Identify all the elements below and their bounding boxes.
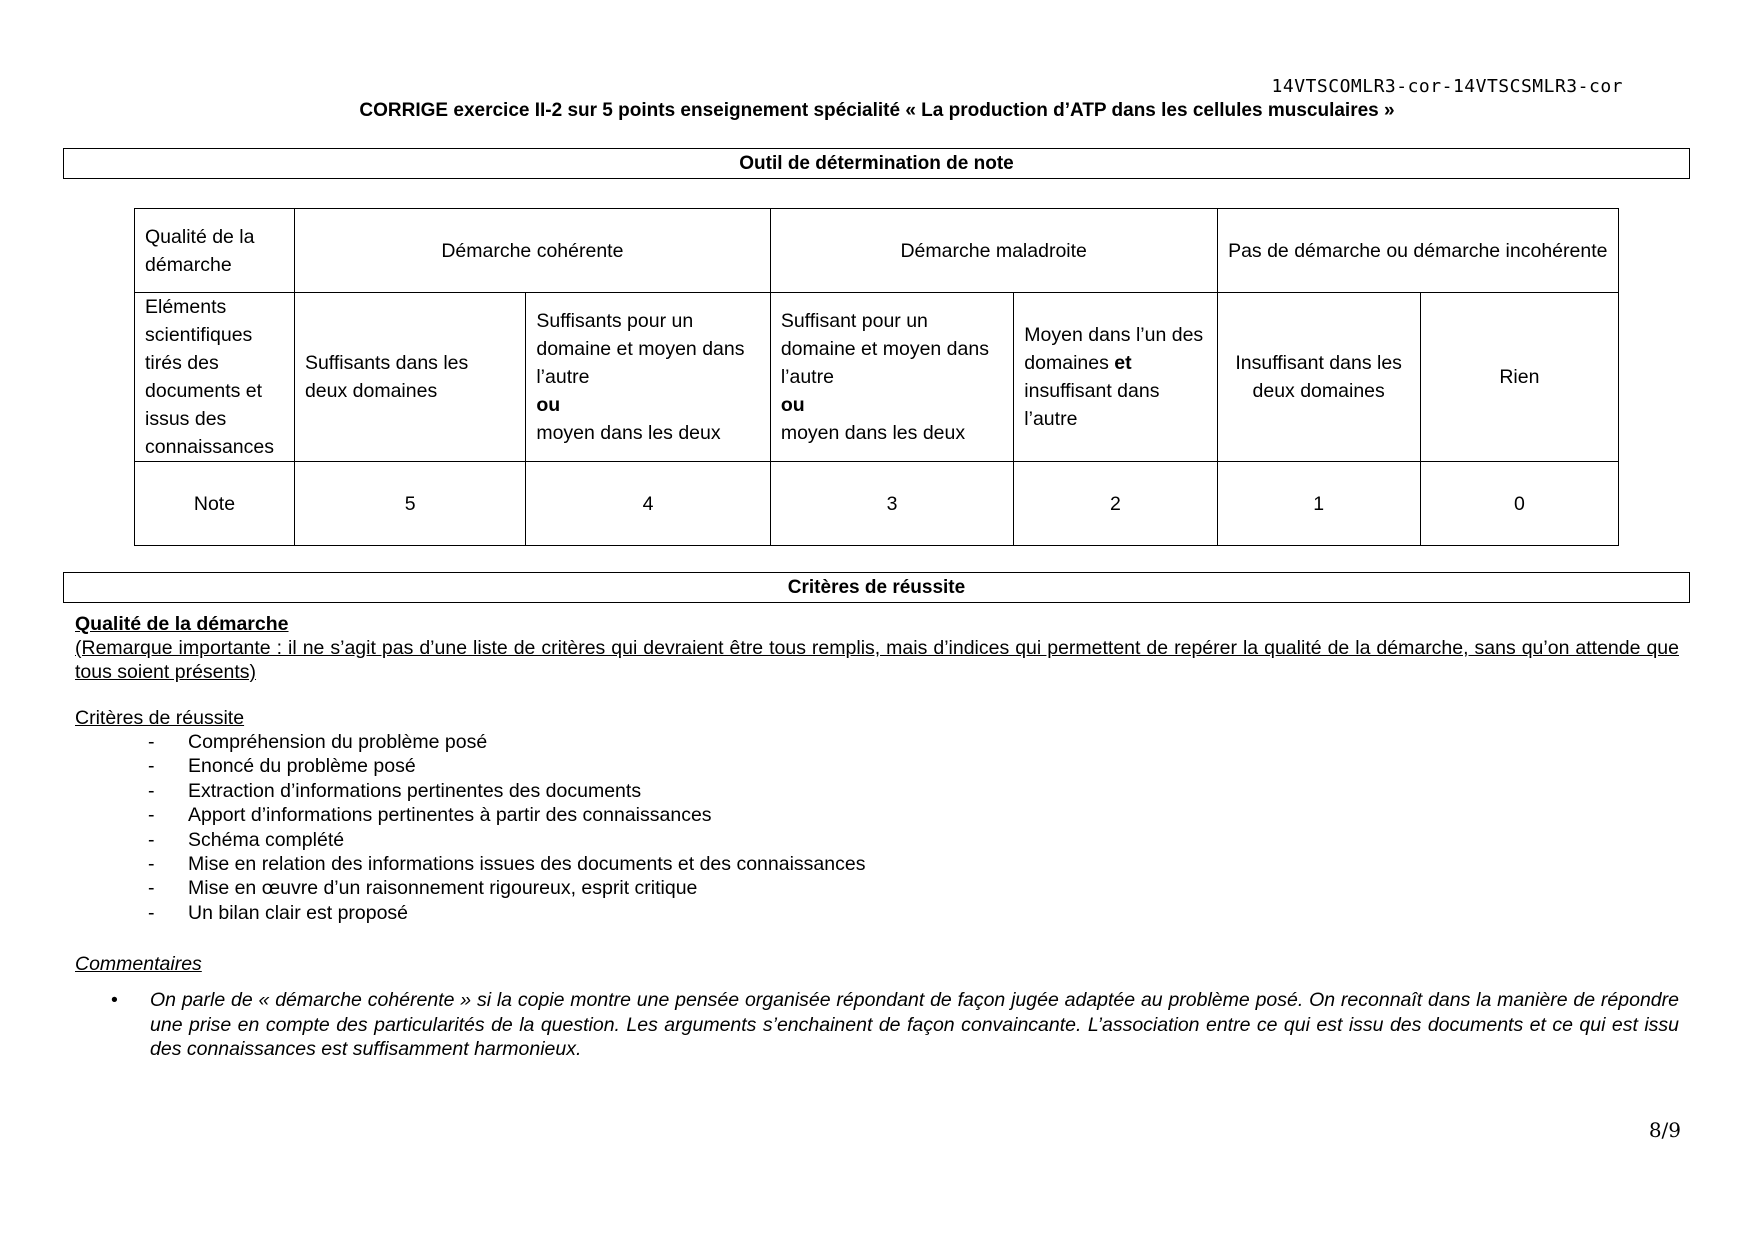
cell-suffisants-un-domaine	[526, 293, 770, 462]
note-value: 3	[770, 462, 1013, 546]
document-code: 14VTSCOMLR3-cor-14VTSCSMLR3-cor	[1271, 76, 1623, 97]
note-value: 5	[294, 462, 525, 546]
list-item	[75, 803, 1679, 827]
cell-text: insuffisant dans l’autre	[1024, 380, 1160, 430]
grading-table	[134, 208, 1619, 546]
criteres-section	[75, 706, 1679, 925]
criteres-list	[75, 730, 1679, 925]
dash-marker: -	[148, 755, 155, 778]
header-demarche-coherente: Démarche cohérente	[294, 209, 770, 293]
list-item-text: Extraction d’informations pertinentes des documents	[188, 779, 642, 802]
dash-marker: -	[148, 853, 155, 876]
qualite-title: Qualité de la démarche	[75, 613, 289, 635]
page-number: 8/9	[1648, 1118, 1681, 1142]
cell-rien: Rien	[1420, 293, 1618, 462]
comment-item	[75, 988, 1679, 1062]
list-item-text: Enoncé du problème posé	[188, 755, 416, 778]
note-value: 1	[1217, 462, 1420, 546]
row-label-note: Note	[135, 462, 295, 546]
list-item-text: Un bilan clair est proposé	[188, 901, 409, 924]
dash-marker: -	[148, 901, 155, 924]
note-value: 0	[1420, 462, 1618, 546]
header-demarche-maladroite: Démarche maladroite	[770, 209, 1217, 293]
header-pas-de-demarche: Pas de démarche ou démarche incohérente	[1217, 209, 1618, 293]
remarque-text: (Remarque importante : il ne s’agit pas d’une liste de critères qui devraient être tous remplis, mais d’indices qui permettent de repérer la qualité de la démarche, sans qu’on attende que tous soient présents)	[75, 637, 1679, 683]
list-item	[75, 876, 1679, 900]
dash-marker: -	[148, 804, 155, 827]
cell-text: moyen dans les deux	[536, 422, 721, 444]
table-row-elements	[135, 293, 1619, 462]
list-item-text: Apport d’informations pertinentes à partir des connaissances	[188, 804, 712, 827]
comment-text: On parle de « démarche cohérente » si la copie montre une pensée organisée répondant de façon jugée adaptée au problème posé. On reconnaît dans la manière de répondre une prise en compte des particularités de la question. Les arguments s’enchainent de façon convaincante. L’association entre ce qui est issu des documents et ce qui est issu des connaissances est suffisamment harmonieux.	[150, 989, 1679, 1060]
note-value: 2	[1014, 462, 1217, 546]
commentaires-title: Commentaires	[75, 953, 202, 975]
cell-text: Moyen dans l’un des domaines	[1024, 324, 1204, 374]
cell-suffisant-un-domaine	[770, 293, 1013, 462]
ou-keyword: ou	[780, 394, 805, 416]
row-label-elements: Eléments scientifiques tirés des documents et issus des connaissances	[135, 293, 295, 462]
table-row-note	[135, 462, 1619, 546]
section-heading-criteres: Critères de réussite	[63, 572, 1690, 603]
list-item-text: Mise en relation des informations issues des documents et des connaissances	[188, 853, 866, 876]
commentaires-section	[75, 952, 1679, 1062]
document-title: CORRIGE exercice II-2 sur 5 points enseignement spécialité « La production d’ATP dans les cellules musculaires »	[359, 100, 1395, 121]
section-heading-outil: Outil de détermination de note	[63, 148, 1690, 179]
list-item-text: Compréhension du problème posé	[188, 731, 488, 753]
list-item	[75, 779, 1679, 803]
cell-text: Suffisant pour un domaine et moyen dans l’autre	[780, 310, 989, 388]
note-value: 4	[526, 462, 770, 546]
list-item	[75, 754, 1679, 778]
cell-moyen-un-domaine	[1014, 293, 1217, 462]
cell-text: Suffisants pour un domaine et moyen dans l’autre	[536, 310, 745, 388]
cell-insuffisant-deux: Insuffisant dans les deux domaines	[1217, 293, 1420, 462]
list-item	[75, 730, 1679, 754]
qualite-section	[75, 612, 1679, 684]
dash-marker: -	[148, 877, 155, 900]
list-item	[75, 901, 1679, 925]
row-label-qualite: Qualité de la démarche	[135, 209, 295, 293]
dash-marker: -	[148, 731, 155, 753]
list-item	[75, 828, 1679, 852]
cell-text: moyen dans les deux	[780, 422, 966, 444]
list-item-text: Schéma complété	[188, 828, 345, 851]
list-item	[75, 852, 1679, 876]
table-row-qualite	[135, 209, 1619, 293]
et-keyword: et	[1114, 352, 1132, 374]
ou-keyword: ou	[536, 394, 561, 416]
dash-marker: -	[148, 828, 155, 851]
bullet-marker: •	[111, 989, 118, 1011]
list-item-text: Mise en œuvre d’un raisonnement rigoureux, esprit critique	[188, 877, 698, 900]
dash-marker: -	[148, 779, 155, 802]
criteres-list-title: Critères de réussite	[75, 707, 245, 729]
cell-suffisants-deux: Suffisants dans les deux domaines	[294, 293, 525, 462]
